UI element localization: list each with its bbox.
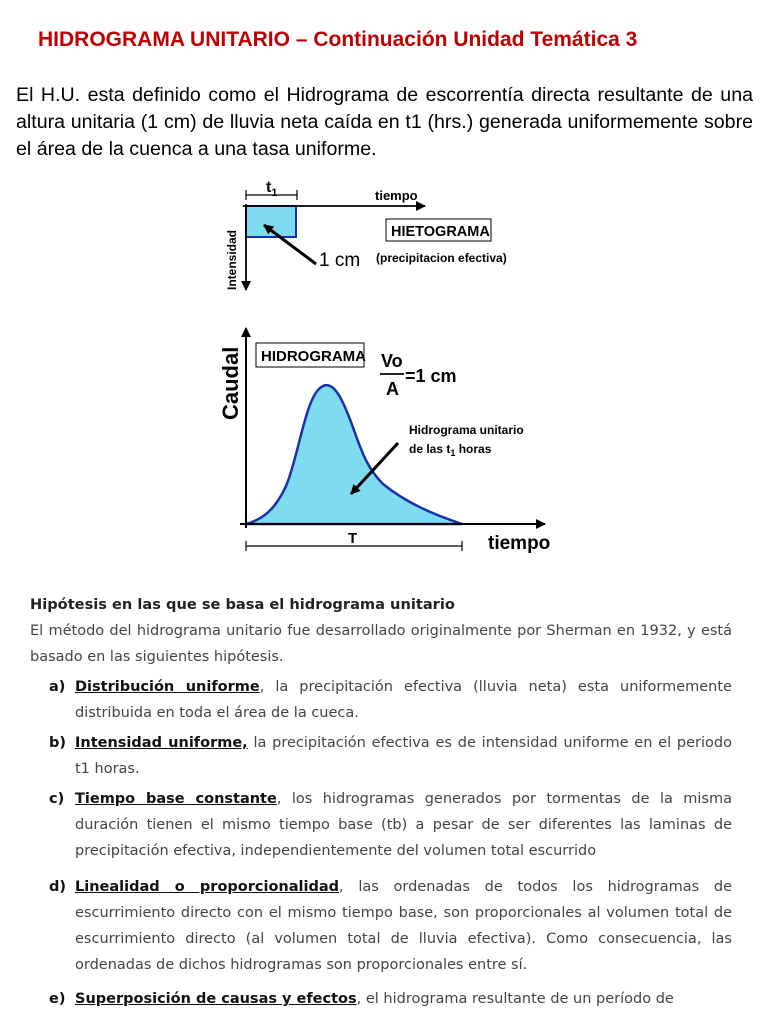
hypothesis-term: Linealidad o proporcionalidad <box>75 879 340 895</box>
hypothesis-text: , los hidrogramas generados por tormentas de la misma duración tienen el mismo tiempo base (tb) a pesar de ser diferentes las laminas de precipitación efectiva, independientemente del volumen total escurrido <box>75 791 732 859</box>
hypothesis-text: , el hidrograma resultante de un período de <box>356 991 674 1007</box>
ratio-numerator: Vo <box>381 351 403 371</box>
hidrograma-note-line1: Hidrograma unitario <box>409 423 524 437</box>
hypotheses-section <box>30 596 732 1012</box>
intro-paragraph: El H.U. esta definido como el Hidrograma de escorrentía directa resultante de una altura unitaria (1 cm) de lluvia neta caída en t1 (hrs.) generada uniformemente sobre el área de la cuenca a una tasa uniforme. <box>16 84 753 160</box>
hietograma-y-label: Intensidad <box>225 229 239 290</box>
hidrograma-note-line2: de las $t_1$ horas <box>409 442 492 458</box>
hietograma-unit-label: 1 cm <box>319 250 361 271</box>
hietograma-diagram <box>225 179 507 290</box>
hypotheses-heading: Hipótesis en las que se basa el hidrograma unitario <box>30 596 455 613</box>
hietograma-block <box>246 206 296 237</box>
hypothesis-term: Distribución uniforme <box>75 679 260 695</box>
hietograma-note: (precipitacion efectiva) <box>376 251 507 265</box>
hypothesis-label: b) <box>49 735 67 751</box>
hietograma-box-label: HIETOGRAMA <box>391 224 490 240</box>
hypothesis-item <box>30 986 732 1012</box>
hietograma-x-label: tiempo <box>375 188 418 203</box>
hypothesis-term: Tiempo base constante <box>75 791 277 807</box>
base-time-label: T <box>348 530 358 547</box>
hidrograma-x-label: tiempo <box>488 533 551 554</box>
page-title: HIDROGRAMA UNITARIO – Continuación Unidad Temática 3 <box>38 28 638 51</box>
hypothesis-item <box>30 874 732 978</box>
hidrograma-y-label: Caudal <box>218 346 243 420</box>
hypothesis-term: Superposición de causas y efectos <box>75 991 357 1007</box>
hidrograma-box-label: HIDROGRAMA <box>261 348 366 365</box>
ratio-denominator: A <box>386 379 399 399</box>
hypothesis-label: d) <box>49 879 67 895</box>
hidrograma-diagram <box>218 328 550 554</box>
ratio-equals: =1 cm <box>405 366 457 386</box>
t1-label: $t_1$ <box>266 179 278 199</box>
hypothesis-label: a) <box>49 679 66 695</box>
hypothesis-label: e) <box>49 991 66 1007</box>
hypothesis-text: , las ordenadas de todos los hidrogramas de escurrimiento directo con el mismo tiempo base, son proporcionales al volumen total de escurrimiento directo (al volumen total de lluvia efectiva). Como consecuencia, las ordenadas de dichos hidrogramas son proporcionales entre sí. <box>75 879 732 973</box>
hypothesis-item <box>30 730 732 782</box>
hypothesis-item <box>30 786 732 864</box>
hypothesis-text: , la precipitación efectiva (lluvia neta) esta uniformemente distribuida en toda el área de la cueca. <box>75 679 732 721</box>
hypothesis-term: Intensidad uniforme, <box>75 735 248 751</box>
hypothesis-text: la precipitación efectiva es de intensidad uniforme en el periodo t1 horas. <box>75 735 732 777</box>
hypothesis-item <box>30 674 732 726</box>
hypotheses-intro: El método del hidrograma unitario fue desarrollado originalmente por Sherman en 1932, y está basado en las siguientes hipótesis. <box>30 623 732 665</box>
hypothesis-label: c) <box>49 791 65 807</box>
